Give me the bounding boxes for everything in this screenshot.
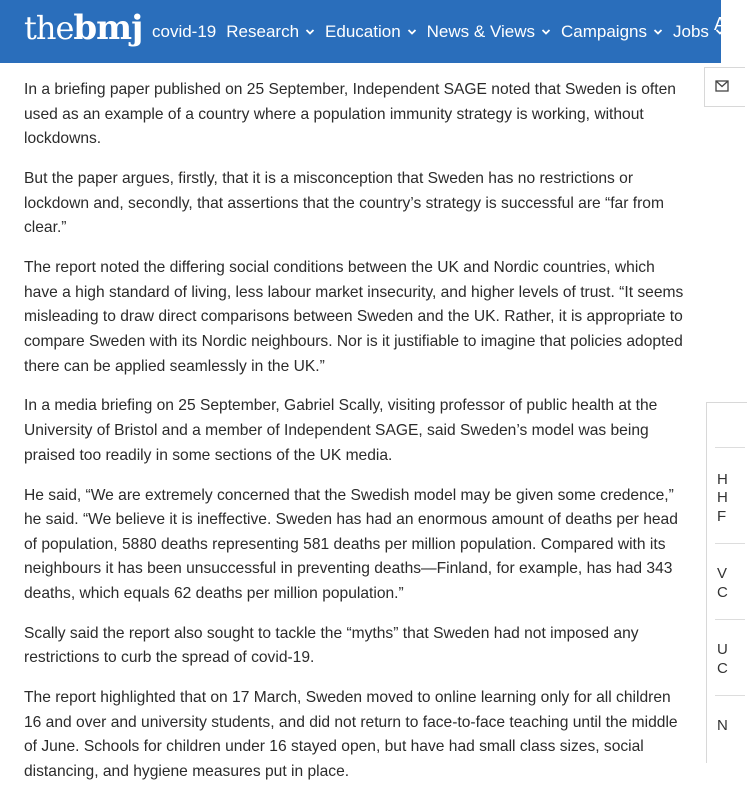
nav-covid-19-label: covid-19 bbox=[152, 21, 217, 41]
nav-jobs-label: Jobs bbox=[673, 21, 709, 41]
logo-the: the bbox=[24, 9, 74, 47]
nav-education[interactable] bbox=[325, 22, 417, 42]
article-paragraph: Scally said the report also sought to tackle the “myths” that Sweden had not imposed any restrictions to curb the spread of covid-19. bbox=[24, 624, 639, 667]
top-navigation-bar bbox=[0, 0, 727, 63]
related-item-fragment[interactable]: N bbox=[717, 717, 728, 734]
divider bbox=[715, 695, 745, 696]
divider bbox=[715, 619, 745, 620]
nav-covid-19[interactable] bbox=[152, 22, 216, 42]
bmj-logo[interactable] bbox=[24, 8, 142, 52]
related-item-fragment[interactable]: C bbox=[717, 584, 728, 601]
mail-icon bbox=[715, 80, 729, 92]
related-item-fragment[interactable]: F bbox=[717, 508, 727, 525]
logo-bmj: bmj bbox=[73, 8, 143, 48]
divider bbox=[715, 543, 745, 544]
related-item-fragment[interactable]: U bbox=[717, 641, 728, 658]
chevron-down-icon bbox=[653, 27, 663, 37]
nav-news-views[interactable] bbox=[427, 22, 551, 42]
article-paragraph: In a media briefing on 25 September, Gabriel Scally, visiting professor of public health at the University of Bristol and a member of Independent SAGE, said Sweden’s model was being praised too readily in some sections of the UK media. bbox=[24, 397, 658, 464]
article-body bbox=[24, 78, 689, 800]
nav-research-label: Research bbox=[226, 21, 300, 41]
article-paragraph: The report highlighted that on 17 March, Sweden moved to online learning only for all children 16 and over and university students, and did not return to face-to-face teaching until the middle of June. Schools for children under 16 stayed open, but have had small class sizes, social distancing, and hygiene measures put in place. bbox=[24, 689, 678, 781]
article-paragraph: He said, “We are extremely concerned that the Swedish model may be given some credence,” he said. “We believe it is ineffective. Sweden has had an enormous amount of deaths per head of population, 5880 deaths representing 581 deaths per million population. Compared with its neighbours it has been unsuccessful in preventing deaths—Finland, for example, has had 343 deaths, which equals 62 deaths per million population.” bbox=[24, 486, 678, 602]
related-articles-panel bbox=[706, 402, 747, 763]
related-item-fragment[interactable]: H bbox=[717, 489, 728, 506]
nav-education-label: Education bbox=[325, 21, 401, 41]
nav-campaigns-label: Campaigns bbox=[561, 21, 647, 41]
email-share-widget[interactable] bbox=[704, 67, 745, 107]
nav-campaigns[interactable] bbox=[561, 22, 663, 42]
divider bbox=[715, 447, 745, 448]
nav-cut-item[interactable]: A bbox=[714, 14, 727, 34]
chevron-down-icon bbox=[541, 27, 551, 37]
related-item-fragment[interactable]: H bbox=[717, 471, 728, 488]
related-item-fragment[interactable]: V bbox=[717, 565, 728, 582]
chevron-down-icon bbox=[305, 27, 315, 37]
related-item-fragment[interactable]: C bbox=[717, 660, 728, 677]
chevron-down-icon bbox=[407, 27, 417, 37]
article-paragraph: But the paper argues, firstly, that it is a misconception that Sweden has no restrictions or lockdown and, secondly, that assertions that the country’s strategy is successful are “far from clear.” bbox=[24, 170, 664, 237]
main-nav bbox=[152, 0, 735, 63]
nav-research[interactable] bbox=[226, 22, 315, 42]
article-paragraph: In a briefing paper published on 25 September, Independent SAGE noted that Sweden is often used as an example of a country where a population immunity strategy is working, without lockdowns. bbox=[24, 81, 676, 148]
article-paragraph: The report noted the differing social conditions between the UK and Nordic countries, which have a high standard of living, less labour market insecurity, and higher levels of trust. “It seems misleading to draw direct comparisons between Sweden and the UK. Rather, it is appropriate to compare Sweden with its Nordic neighbours. Nor is it justifiable to imagine that policies adopted there can be applied seamlessly in the UK.” bbox=[24, 259, 684, 375]
nav-news-views-label: News & Views bbox=[426, 21, 535, 41]
